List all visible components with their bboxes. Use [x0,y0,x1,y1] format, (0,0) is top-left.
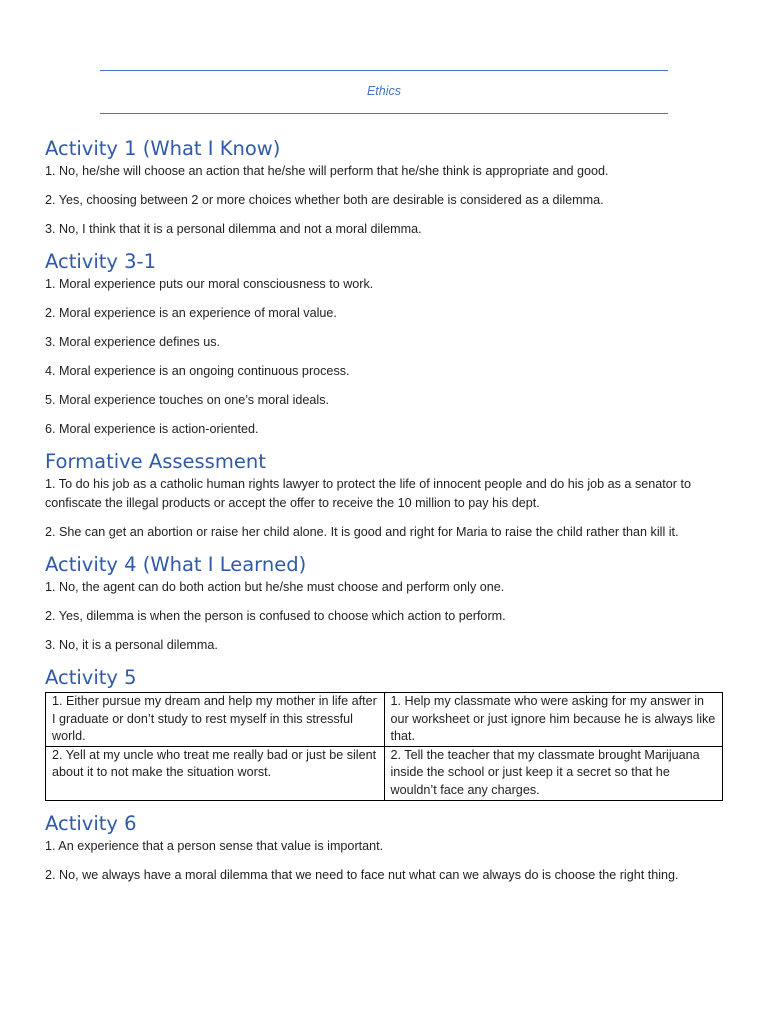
answer-paragraph: 1. No, the agent can do both action but he/she must choose and perform only one. [45,580,505,594]
answer-paragraph: 2. Yes, choosing between 2 or more choices whether both are desirable is considered as a dilemma. [45,193,604,207]
answer-paragraph: 1. No, he/she will choose an action that he/she will perform that he/she think is appropriate and good. [45,164,609,178]
answer-paragraph: 3. No, it is a personal dilemma. [45,638,218,652]
answer-paragraph: 1. An experience that a person sense that value is important. [45,838,384,853]
table-cell: 1. Help my classmate who were asking for my answer in our worksheet or just ignore him because he is always like that. [384,693,723,747]
answer-paragraph: 2. She can get an abortion or raise her child alone. It is good and right for Maria to raise the child rather than kill it. [45,525,679,539]
answer-paragraph: 2. Yes, dilemma is when the person is confused to choose which action to perform. [45,609,506,623]
section-activity-1 [45,136,725,239]
answer-paragraph: 6. Moral experience is action-oriented. [45,422,259,436]
table-cell: 1. Either pursue my dream and help my mother in life after I graduate or don’t study to rest myself in this stressful world. [46,693,385,747]
section-title: Activity 5 [45,666,137,689]
section-formative-assessment [45,449,725,542]
section-title: Activity 1 (What I Know) [45,137,281,160]
section-activity-6 [45,811,725,885]
answer-paragraph: 5. Moral experience touches on one’s moral ideals. [45,393,329,407]
header-top-rule [100,70,668,71]
answer-paragraph: 2. Moral experience is an experience of moral value. [45,306,337,320]
section-title: Formative Assessment [45,450,266,473]
section-activity-4 [45,552,725,655]
answer-paragraph: 1. Moral experience puts our moral consciousness to work. [45,277,374,291]
header-title: Ethics [366,84,402,98]
table-row [46,746,723,800]
section-title: Activity 6 [45,811,137,835]
dilemma-table [45,692,723,801]
section-activity-5 [45,665,725,801]
table-cell: 2. Tell the teacher that my classmate brought Marijuana inside the school or just keep it a secret so that he wouldn’t face any charges. [384,746,723,800]
answer-paragraph: 3. No, I think that it is a personal dilemma and not a moral dilemma. [45,222,422,236]
section-title: Activity 3-1 [45,250,156,273]
document-body [45,136,725,895]
section-activity-3-1 [45,249,725,439]
answer-paragraph: 2. No, we always have a moral dilemma that we need to face nut what can we always do is choose the right thing. [45,867,679,882]
header-bottom-rule [100,113,668,114]
table-row [46,693,723,747]
answer-paragraph: 4. Moral experience is an ongoing continuous process. [45,364,350,378]
answer-paragraph: 3. Moral experience defines us. [45,335,221,349]
answer-paragraph: 1. To do his job as a catholic human rights lawyer to protect the life of innocent people and do his job as a senator to confiscate the illegal products or accept the offer to receive the 10 million to pay his dept. [45,477,691,510]
section-title: Activity 4 (What I Learned) [45,553,307,576]
table-cell: 2. Yell at my uncle who treat me really bad or just be silent about it to not make the situation worst. [46,746,385,800]
